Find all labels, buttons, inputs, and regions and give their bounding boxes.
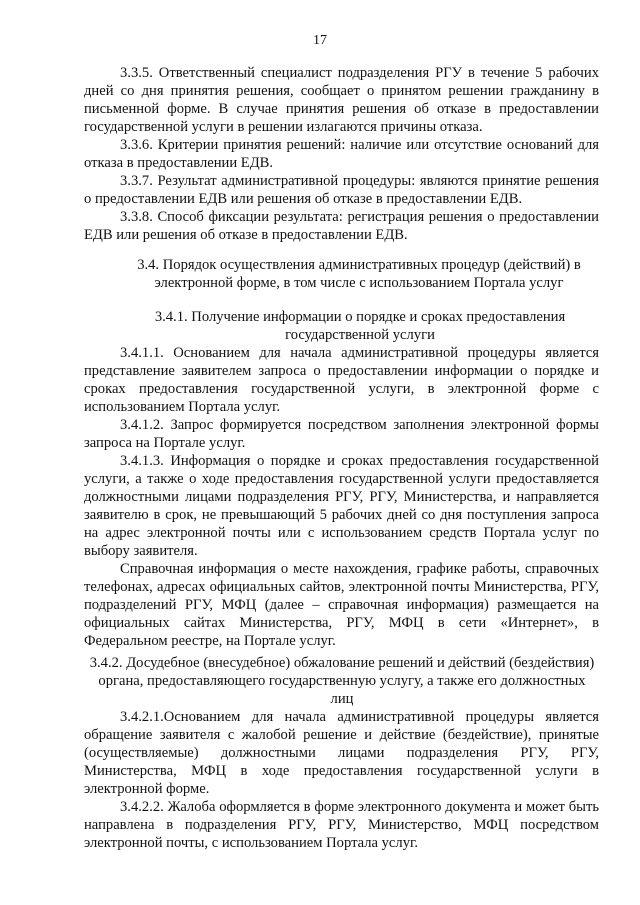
paragraph-3-4-1-3: 3.4.1.3. Информация о порядке и сроках предоставления государственной услуги, а также о ходе предоставления государственной услуги предоставляется должностными лицами подразделения РГУ, РГУ, Министерства, и направляется заявителю в срок, не превышающий 5 рабочих дней со дня поступления запроса на адрес электронной почты или с использованием средств Портала услуг по выбору заявителя. xyxy=(84,453,599,559)
paragraph-3-3-5: 3.3.5. Ответственный специалист подразделения РГУ в течение 5 рабочих дней со дня принятия решения, сообщает о принятом решении гражданину в письменной форме. В случае принятия решения об отказе в предоставлении государственной услуги в решении излагаются причины отказа. xyxy=(84,65,599,135)
paragraph-3-4-2-2: 3.4.2.2. Жалоба оформляется в форме электронного документа и может быть направлена в подразделения РГУ, РГУ, Министерство, МФЦ посредством электронной почты, с использованием Портала услуг. xyxy=(84,799,599,851)
paragraph-3-3-6: 3.3.6. Критерии принятия решений: наличие или отсутствие оснований для отказа в предоставлении ЕДВ. xyxy=(84,137,599,171)
heading-3-4-1: 3.4.1. Получение информации о порядке и сроках предоставления государственной услуги xyxy=(154,309,566,343)
paragraph-3-3-8: 3.3.8. Способ фиксации результата: регистрация решения о предоставлении ЕДВ или решения об отказе в предоставлении ЕДВ. xyxy=(84,209,599,243)
paragraph-3-4-1-2: 3.4.1.2. Запрос формируется посредством заполнения электронной формы запроса на Портале услуг. xyxy=(84,417,599,451)
paragraph-3-3-7: 3.3.7. Результат административной процедуры: являются принятие решения о предоставлении ЕДВ или решения об отказе в предоставлении ЕДВ. xyxy=(84,173,599,207)
heading-3-4-2: 3.4.2. Досудебное (внесудебное) обжалование решений и действий (бездействия) органа, предоставляющего государственную услугу, а также его должностных лиц xyxy=(89,655,595,707)
paragraph-3-4-2-1: 3.4.2.1.Основанием для начала административной процедуры является обращение заявителя с жалобой решение и действие (бездействие), принятые (осуществляемые) должностными лицами подразделения РГУ, РГУ, Министерства, МФЦ в ходе предоставления государственной услуги в электронной форме. xyxy=(84,709,599,797)
page-number: 17 xyxy=(313,33,327,48)
paragraph-3-4-1-1: 3.4.1.1. Основанием для начала административной процедуры является представление заявителем запроса о предоставлении информации о порядке и сроках предоставления государственной услуги, в электронной форме с использованием Портала услуг. xyxy=(84,345,599,415)
heading-3-4: 3.4. Порядок осуществления административных процедур (действий) в электронной форме, в том числе с использованием Портала услуг xyxy=(137,257,581,291)
paragraph-reference-info: Справочная информация о месте нахождения, графике работы, справочных телефонах, адресах официальных сайтов, электронной почты Министерства, РГУ, подразделений РГУ, МФЦ (далее – справочная информация) размещается на официальных сайтах Министерства, РГУ, МФЦ в сети «Интернет», в Федеральном реестре, на Портале услуг. xyxy=(84,561,599,649)
